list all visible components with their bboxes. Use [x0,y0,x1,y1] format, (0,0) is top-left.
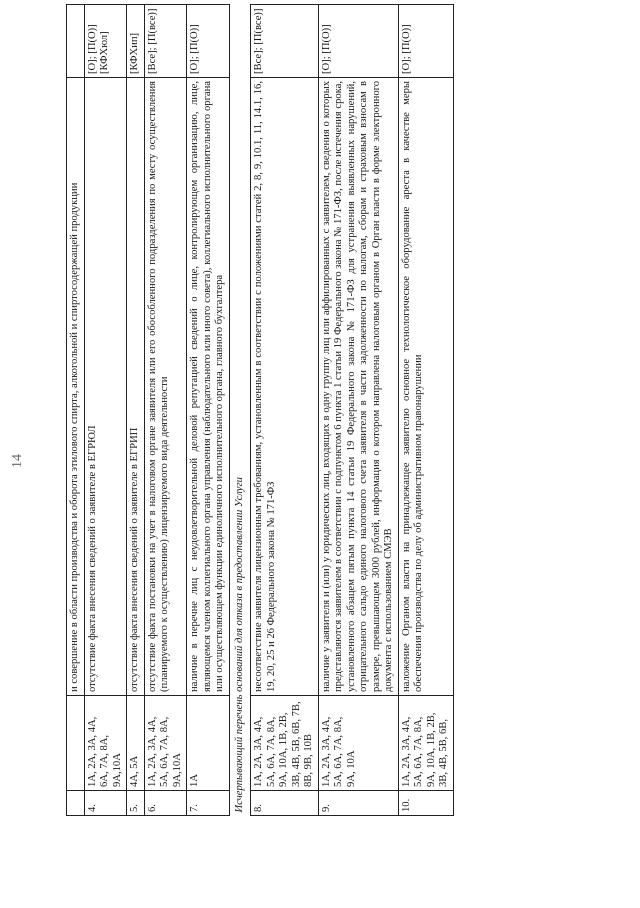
row-text: отсутствие факта внесения сведений о заявителе в ЕГРИП [127,78,145,696]
services-table [66,4,454,816]
row-text: наличие в перечне лиц с неудовлетворительной деловой репутацией сведений о лице, контролирующем организацию, лице, являющемся членом коллегиального органа управления (наблюдательного или иного совета), коллегиального исполнительного органа или осуществляющем функции единоличного исполнительного органа, главного бухгалтера [187,78,230,696]
row-number: 10. [398,791,453,816]
row-number: 4. [84,791,127,816]
table-row [84,5,127,816]
row-codes: 1А, 2А, 3А, 4А, 5А, 6А, 7А, 8А, 9А, 10А, 1В, 2В, 3В, 4В, 5В, 6В, 7В, 8В, 9В, 10В [251,696,319,791]
table-row [67,5,85,816]
page-number: 14 [10,454,25,468]
section-title: Исчерпывающий перечень оснований для отказа в предоставлении Услуги [229,5,251,816]
row-number: 6. [144,791,187,816]
row-number: 9. [318,791,398,816]
row-codes: 1А, 2А, 3А, 4А, 5А, 6А, 7А, 8А, 9А, 10А, 1В, 2В, 3В, 4В, 5В, 6В, [398,696,453,791]
table-row [144,5,187,816]
row-text: отсутствие факта постановки на учет в налоговом органе заявителя или его обособленного подразделения по месту осуществления (планируемого к осуществлению) лицензируемого вида деятельности [144,78,187,696]
table-row [318,5,398,816]
table-row [251,5,319,816]
row-result: [КФХип] [127,5,145,78]
row-result: [О]; [П(О)] [187,5,230,78]
row-codes [67,696,85,791]
row-text: наложение Органом власти на принадлежащее заявителю основное технологическое оборудование ареста в качестве меры обеспечения производства по делу об административном правонарушении [398,78,453,696]
row-number: 5. [127,791,145,816]
row-text: наличие у заявителя и (или) у юридических лиц, входящих в одну группу лиц или аффилированных с заявителем, сведения о которых представляются заявителем в соответствии с подпунктом 6 пункта 1 статьи 19 Федерального закона № 171-ФЗ, после истечения срока, установленного абзацем пятым пункта 14 статьи 19 Федерального закона № 171-ФЗ для устранения выявленных нарушений, отрицательного сальдо единого налогового счета заявителя в части задолженности по налогам, сборам и страховым взносам в размере, превышающем 3000 рублей, информация о котором направлена налоговым органом в Орган власти в форме электронного документа с использованием СМЭВ [318,78,398,696]
row-text: и совершение в области производства и оборота этилового спирта, алкогольной и спиртосодержащей продукции [67,78,85,696]
row-codes: 1А, 2А, 3А, 4А, 5А, 6А, 7А, 8А, 9А,10А [144,696,187,791]
table-row [127,5,145,816]
row-number: 7. [187,791,230,816]
row-codes: 1А [187,696,230,791]
row-result: [О]; [П(О)] [318,5,398,78]
row-number [67,791,85,816]
row-codes: 1А, 2А, 3А, 4А, 5А, 6А, 7А, 8А, 9А, 10А [318,696,398,791]
row-codes: 4А, 5А [127,696,145,791]
table-row [187,5,230,816]
row-text: отсутствие факта внесения сведений о заявителе в ЕГРЮЛ [84,78,127,696]
row-number: 8. [251,791,319,816]
row-text: несоответствие заявителя лицензионным требованиям, установленным в соответствии с положениями статей 2, 8, 9, 10.1, 11, 14.1, 16, 19, 20, 25 и 26 Федерального закона № 171-ФЗ [251,78,319,696]
row-result: [О]; [П(О)] [398,5,453,78]
row-result: [Все]; [П(все)] [251,5,319,78]
row-result: [Все]; [П(все)] [144,5,187,78]
row-result: [О]; [П(О)] [КФХюл] [84,5,127,78]
row-result [67,5,85,78]
table-row [398,5,453,816]
row-codes: 1А, 2А, 3А, 4А, 6А, 7А, 8А, 9А,10А [84,696,127,791]
section-header-row [229,5,251,816]
